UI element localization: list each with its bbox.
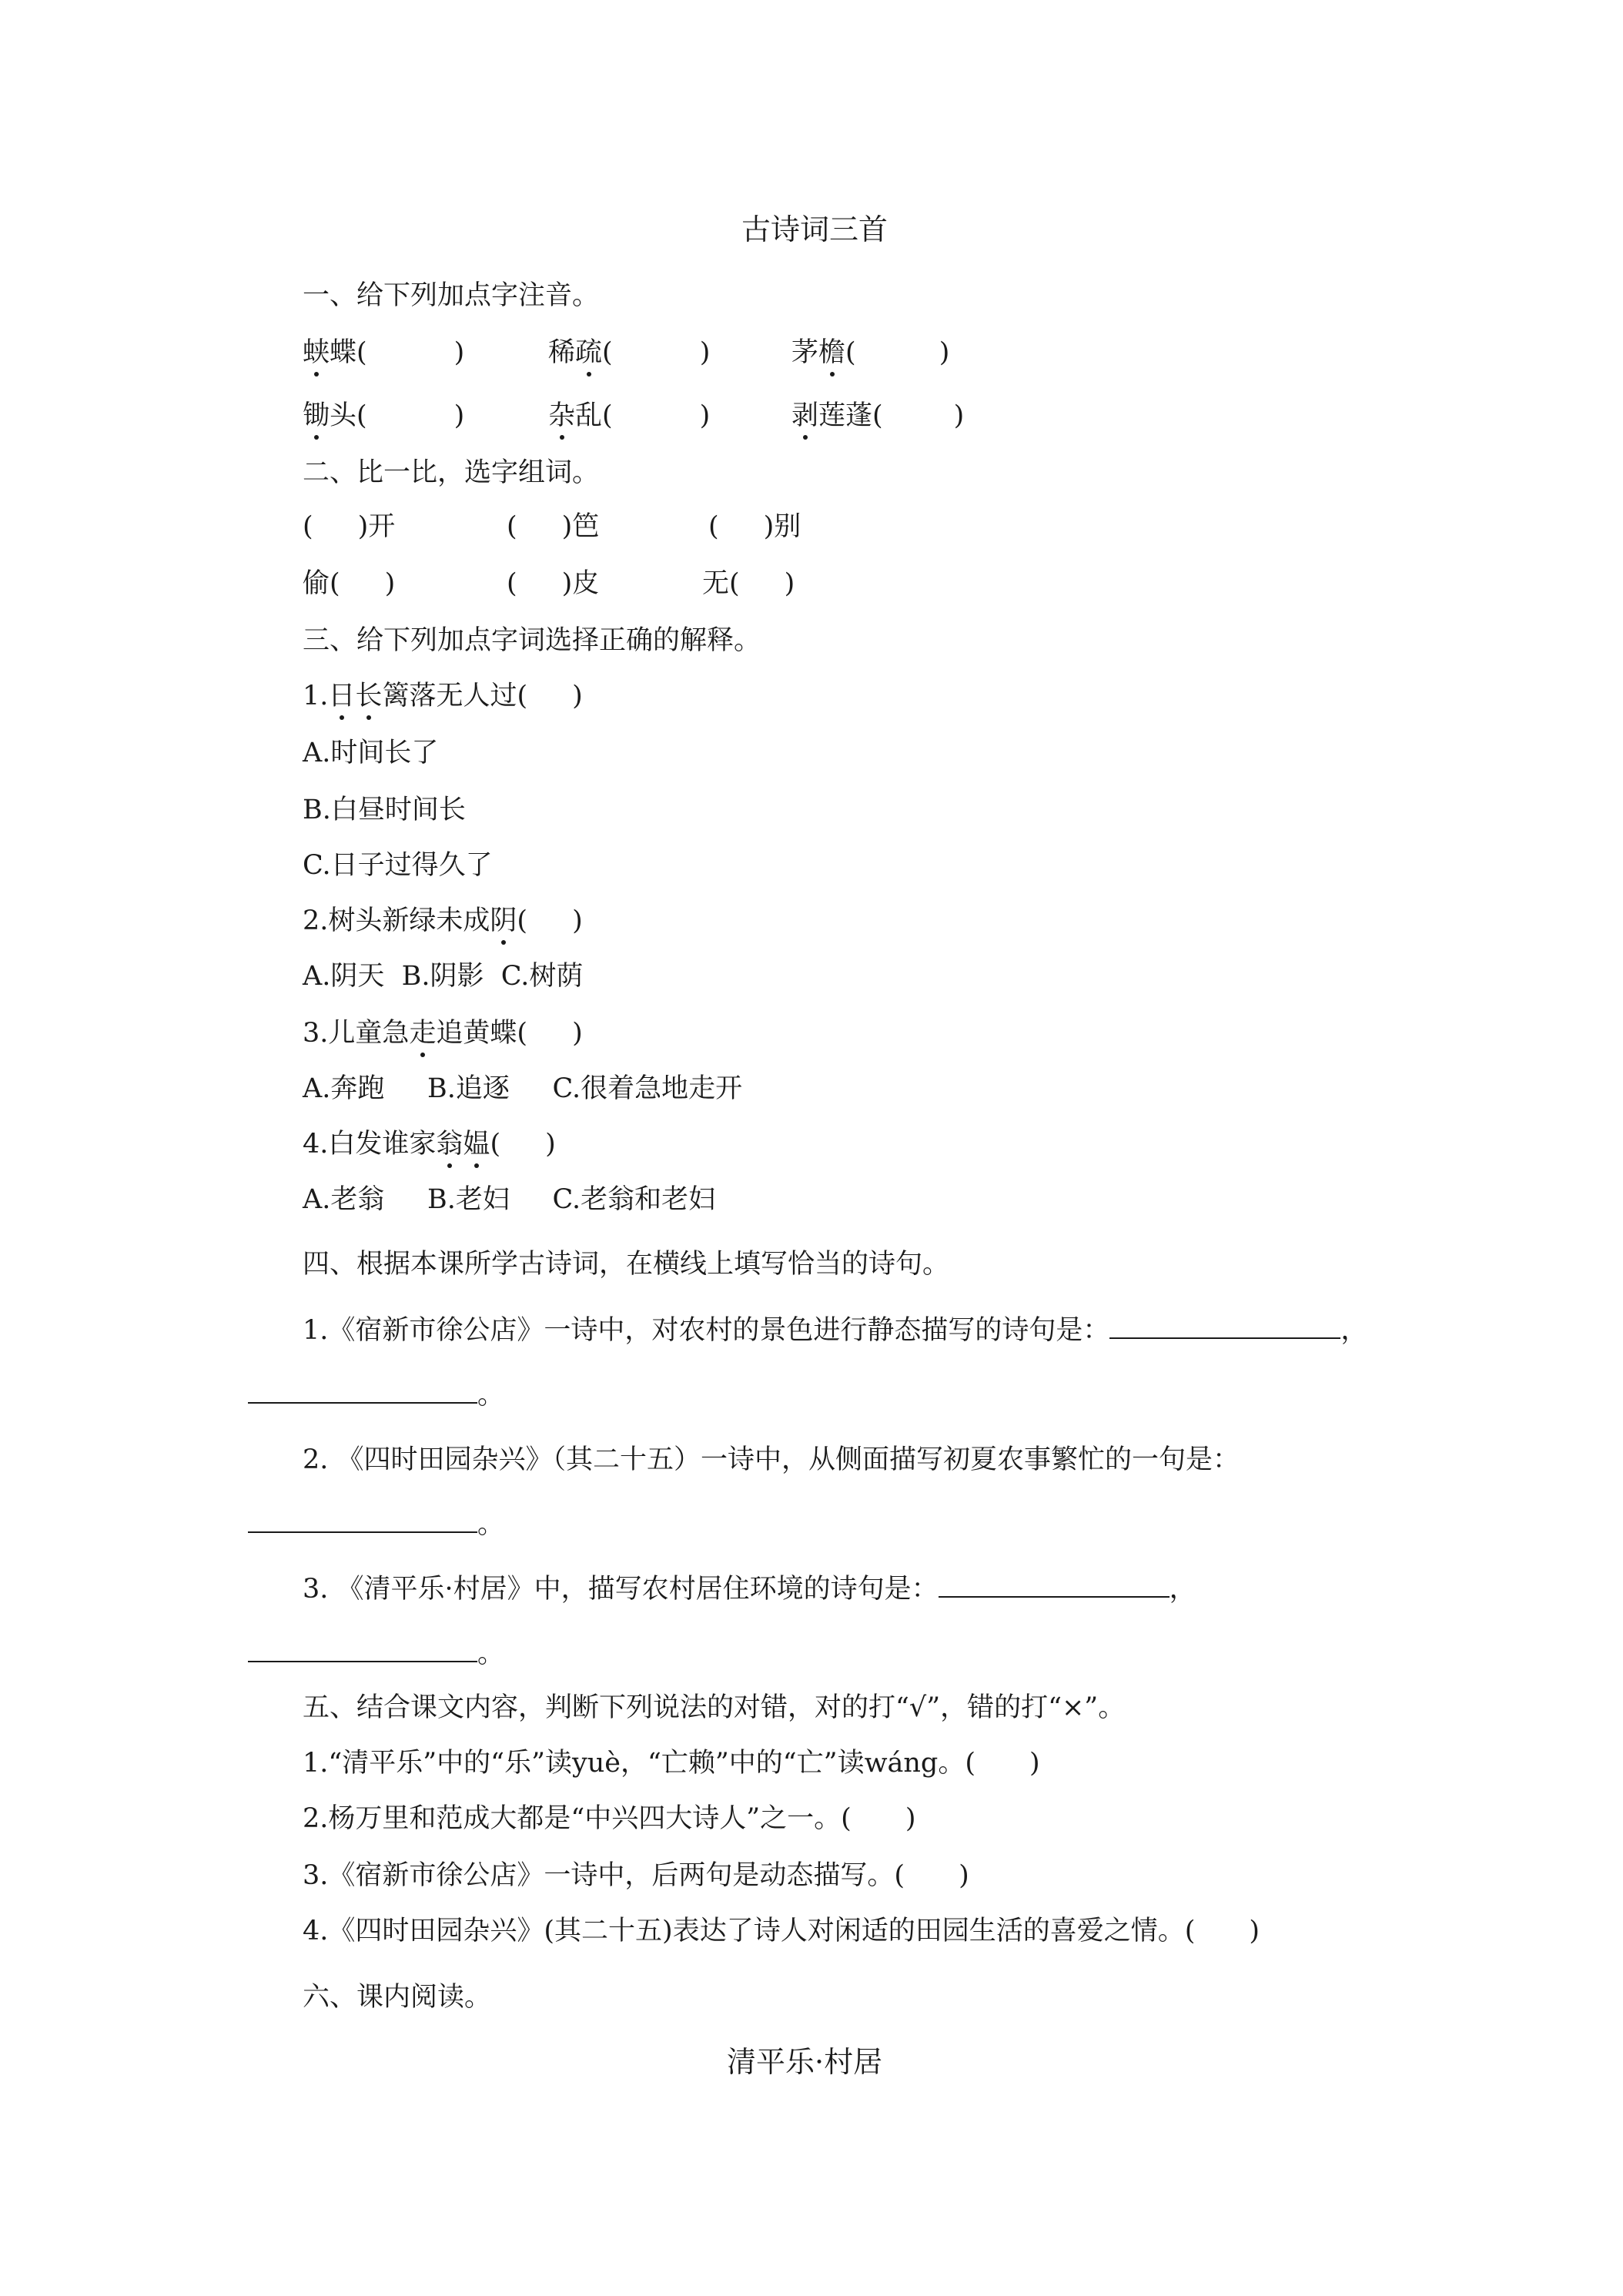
question-3-1 <box>303 679 583 713</box>
item-text: ) <box>572 681 583 711</box>
section-2-heading: 二、比一比，选字组词。 <box>303 457 600 488</box>
item-text: 莲蓬( <box>818 400 883 431</box>
item-text: 蝶( <box>330 337 367 368</box>
item-text: 1.《宿新市徐公店》一诗中，对农村的景色进行静态描写的诗句是： <box>303 1315 1110 1346</box>
section-6-heading: 六、课内阅读。 <box>303 1982 492 2013</box>
answer-blank[interactable] <box>939 1573 1170 1598</box>
item-text: 茅 <box>791 337 819 368</box>
item-text: 1.“清平乐”中的“乐”读yuè，“亡赖”中的“亡”读wáng。( <box>303 1748 975 1779</box>
item-text: 4.《四时田园杂兴》(其二十五)表达了诗人对闲适的田园生活的喜爱之情。( <box>303 1916 1196 1946</box>
question-3-2 <box>303 904 583 938</box>
item-text: 乱( <box>575 400 613 431</box>
item-text: ， <box>1169 1574 1196 1605</box>
answer-blank[interactable] <box>1109 1314 1340 1339</box>
pinyin-item <box>548 336 710 370</box>
item-text: ) <box>1029 1748 1040 1779</box>
option-text: A.老翁 B.老妇 C.老翁和老妇 <box>303 1184 716 1215</box>
dotted-char: 阴 <box>490 905 517 936</box>
item-text: 稀 <box>548 337 576 368</box>
item-text: )开 <box>357 511 396 542</box>
item-text: ( <box>507 511 517 542</box>
item-text: )皮 <box>561 568 600 599</box>
item-text: 3.儿童急 <box>303 1018 410 1049</box>
item-text: 。 <box>477 1638 505 1669</box>
pinyin-item <box>303 399 464 433</box>
question-3-4 <box>303 1127 556 1161</box>
item-text: ( <box>708 511 719 542</box>
option-text: B.白昼时间长 <box>303 795 466 825</box>
question-4-3 <box>303 1572 1196 1606</box>
item-text: 。 <box>477 1509 505 1540</box>
question-4-3-cont <box>248 1637 504 1671</box>
compare-item <box>708 510 801 544</box>
pinyin-item <box>548 399 710 433</box>
item-text: ) <box>959 1860 969 1891</box>
item-text: ) <box>384 568 396 599</box>
section-3-heading: 三、给下列加点字词选择正确的解释。 <box>303 625 761 656</box>
item-text: ( <box>490 1129 501 1160</box>
item-text: ) <box>453 400 465 431</box>
question-4-2: 2. 《四时田园杂兴》（其二十五）一诗中，从侧面描写初夏农事繁忙的一句是： <box>303 1444 1240 1475</box>
item-text: ) <box>905 1803 916 1834</box>
item-text: 偷( <box>303 568 340 599</box>
item-text: ) <box>545 1129 556 1160</box>
answer-blank[interactable] <box>248 1638 477 1662</box>
dotted-char: 走 <box>409 1018 437 1049</box>
pinyin-item <box>791 399 964 433</box>
item-text: ) <box>953 400 965 431</box>
pinyin-item <box>791 336 949 370</box>
dotted-char: 媪 <box>463 1129 490 1160</box>
item-text: ( <box>303 511 313 542</box>
question-3-3 <box>303 1016 583 1050</box>
option-text: C.日子过得久了 <box>303 850 493 881</box>
dotted-char: 疏 <box>575 337 603 368</box>
option-text: A.奔跑 B.追逐 C.很着急地走开 <box>303 1073 743 1104</box>
item-text: ， <box>1340 1315 1368 1346</box>
compare-item <box>507 567 599 601</box>
question-5-1 <box>303 1746 1040 1780</box>
dotted-char: 翁 <box>436 1129 463 1160</box>
item-text: ) <box>1249 1916 1260 1946</box>
section-1-heading: 一、给下列加点字注音。 <box>303 280 600 311</box>
item-text: 3.《宿新市徐公店》一诗中，后两句是动态描写。( <box>303 1860 905 1891</box>
option-text: A.阴天 B.阴影 C.树荫 <box>303 961 584 992</box>
item-text: 篱落无人过( <box>382 681 528 711</box>
question-4-1 <box>303 1314 1367 1347</box>
item-text: ) <box>572 905 583 936</box>
compare-item <box>303 567 395 601</box>
item-text: ( <box>602 337 613 368</box>
section-4-heading: 四、根据本课所学古诗词，在横线上填写恰当的诗句。 <box>303 1249 950 1280</box>
dotted-char: 日 <box>328 681 356 711</box>
item-text: ( <box>845 337 856 368</box>
dotted-char: 蛱 <box>303 337 330 368</box>
item-text: )笆 <box>561 511 600 542</box>
item-text: ( <box>507 568 517 599</box>
item-text: ( <box>517 905 528 936</box>
item-text: ) <box>699 400 711 431</box>
poem-title: 清平乐·村居 <box>727 2045 883 2079</box>
item-text: 无( <box>702 568 740 599</box>
question-5-3 <box>303 1859 969 1893</box>
item-text: ) <box>784 568 795 599</box>
question-5-2 <box>303 1802 916 1836</box>
pinyin-item <box>303 336 464 370</box>
page-title: 古诗词三首 <box>741 213 888 246</box>
dotted-char: 锄 <box>303 400 330 431</box>
answer-blank[interactable] <box>248 1508 477 1533</box>
item-text: ) <box>453 337 465 368</box>
item-text: 。 <box>477 1380 505 1411</box>
item-text: 1. <box>303 681 329 711</box>
question-5-4 <box>303 1914 1260 1948</box>
section-5-heading: 五、结合课文内容，判断下列说法的对错，对的打“√”，错的打“×”。 <box>303 1692 1126 1723</box>
item-text: 3. 《清平乐·村居》中，描写农村居住环境的诗句是： <box>303 1574 939 1605</box>
item-text: 2.树头新绿未成 <box>303 905 490 936</box>
item-text: 2.杨万里和范成大都是“中兴四大诗人”之一。( <box>303 1803 852 1834</box>
compare-item <box>507 510 599 544</box>
answer-blank[interactable] <box>248 1379 477 1404</box>
question-4-1-cont <box>248 1378 504 1412</box>
option-text: A.时间长了 <box>303 738 439 768</box>
item-text: ) <box>699 337 711 368</box>
item-text: 追黄蝶( <box>436 1018 528 1049</box>
item-text: 头( <box>330 400 367 431</box>
dotted-char: 剥 <box>791 400 819 431</box>
question-4-2-cont <box>248 1508 504 1541</box>
item-text: )别 <box>763 511 801 542</box>
compare-item <box>303 510 395 544</box>
item-text: ) <box>939 337 950 368</box>
dotted-char: 长 <box>355 681 383 711</box>
item-text: 4.白发谁家 <box>303 1129 437 1160</box>
item-text: ) <box>572 1018 583 1049</box>
dotted-char: 檐 <box>818 337 846 368</box>
dotted-char: 杂 <box>548 400 576 431</box>
compare-item <box>702 567 795 601</box>
